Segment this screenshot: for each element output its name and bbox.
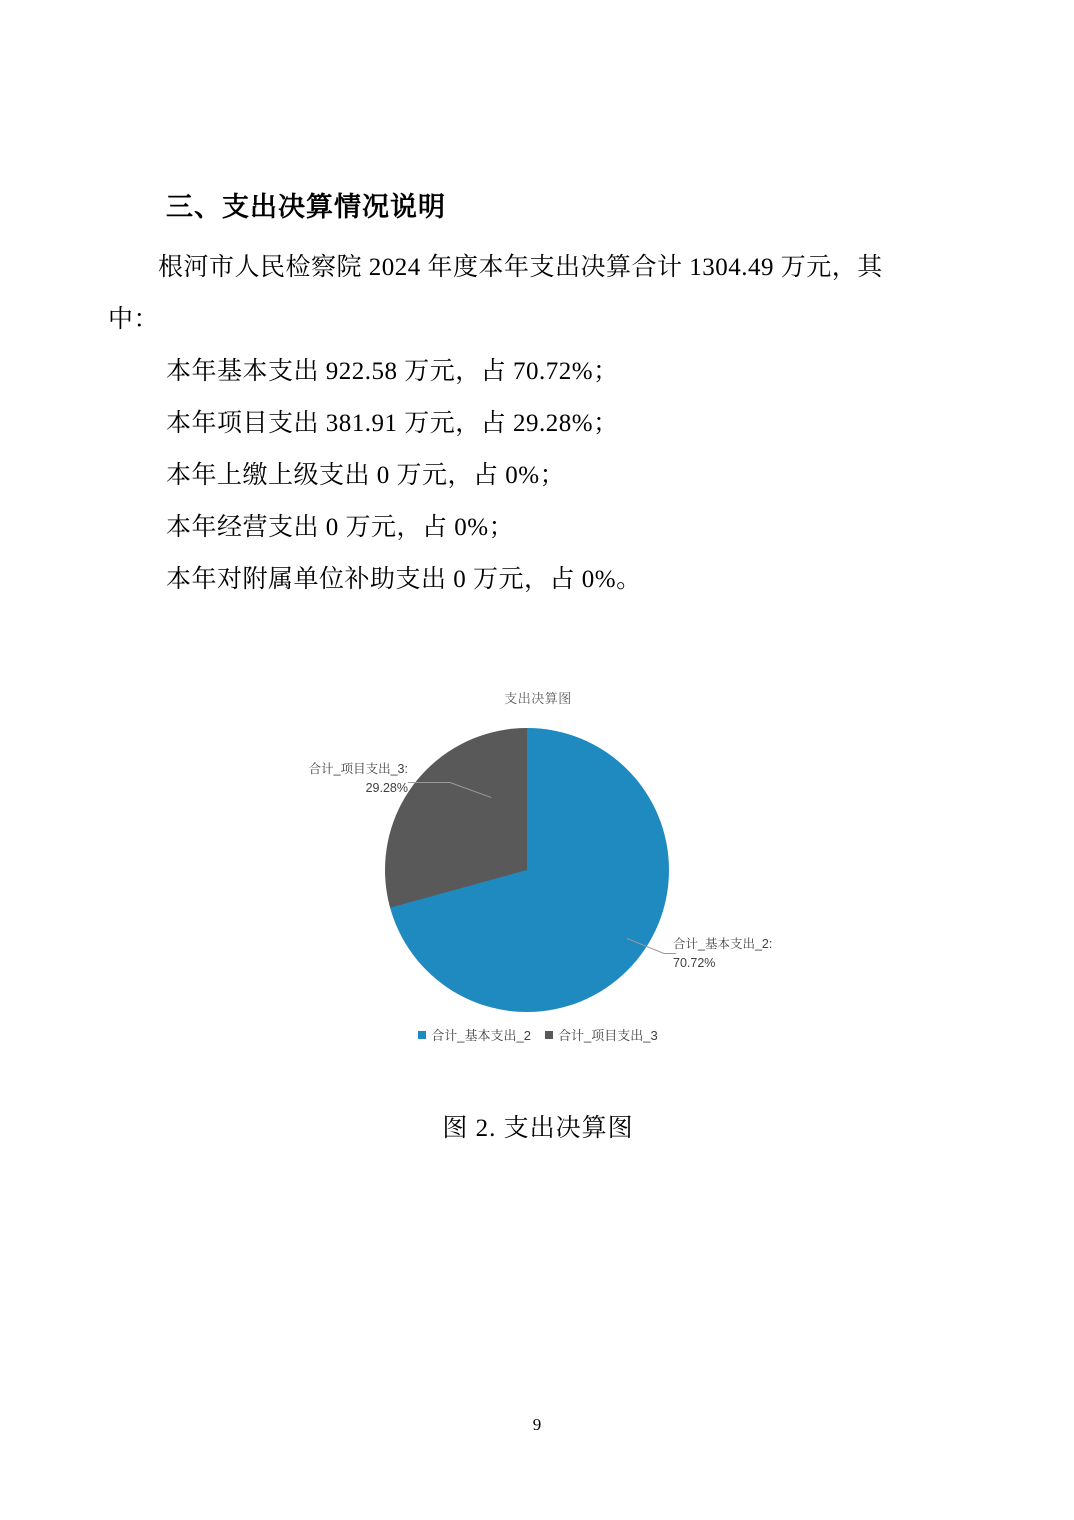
- list-item: 本年基本支出 922.58 万元，占 70.72%；: [166, 358, 619, 385]
- list-item: 本年上缴上级支出 0 万元，占 0%；: [166, 462, 566, 489]
- page-number: 9: [532, 1415, 542, 1434]
- list-item: 本年项目支出 381.91 万元，占 29.28%；: [166, 410, 619, 437]
- legend-label-project: 合计_项目支出_3: [558, 1028, 658, 1043]
- figure-caption: 图 2. 支出决算图: [442, 1115, 634, 1142]
- pie-graphic: [385, 728, 669, 1012]
- pie-callout-project-value: 29.28%: [365, 781, 408, 795]
- legend-swatch-project: [545, 1031, 553, 1039]
- leader-line-left-h: [408, 782, 450, 783]
- pie-callout-basic-value: 70.72%: [673, 956, 716, 970]
- chart-title: 支出决算图: [504, 691, 572, 706]
- pie-callout-basic: [673, 935, 863, 973]
- legend-swatch-basic: [418, 1031, 426, 1039]
- legend-item-project: [545, 1025, 658, 1044]
- expenditure-list: [108, 346, 968, 606]
- pie-chart: [108, 660, 968, 1080]
- pie-callout-project: [248, 760, 408, 798]
- pie-slices: [385, 728, 669, 1012]
- document-body: [108, 185, 968, 606]
- intro-paragraph-line-2: 中：: [108, 306, 160, 333]
- list-item: 本年经营支出 0 万元，占 0%；: [166, 514, 515, 541]
- pie-callout-project-label: 合计_项目支出_3:: [308, 762, 408, 776]
- intro-paragraph-line-1: 根河市人民检察院 2024 年度本年支出决算合计 1304.49 万元，其: [158, 254, 883, 281]
- chart-legend: [108, 1025, 968, 1044]
- legend-label-basic: 合计_基本支出_2: [431, 1028, 531, 1043]
- section-heading: 三、支出决算情况说明: [166, 192, 446, 222]
- list-item: 本年对附属单位补助支出 0 万元，占 0%。: [166, 566, 642, 593]
- pie-callout-basic-label: 合计_基本支出_2:: [673, 937, 773, 951]
- legend-item-basic: [418, 1025, 531, 1044]
